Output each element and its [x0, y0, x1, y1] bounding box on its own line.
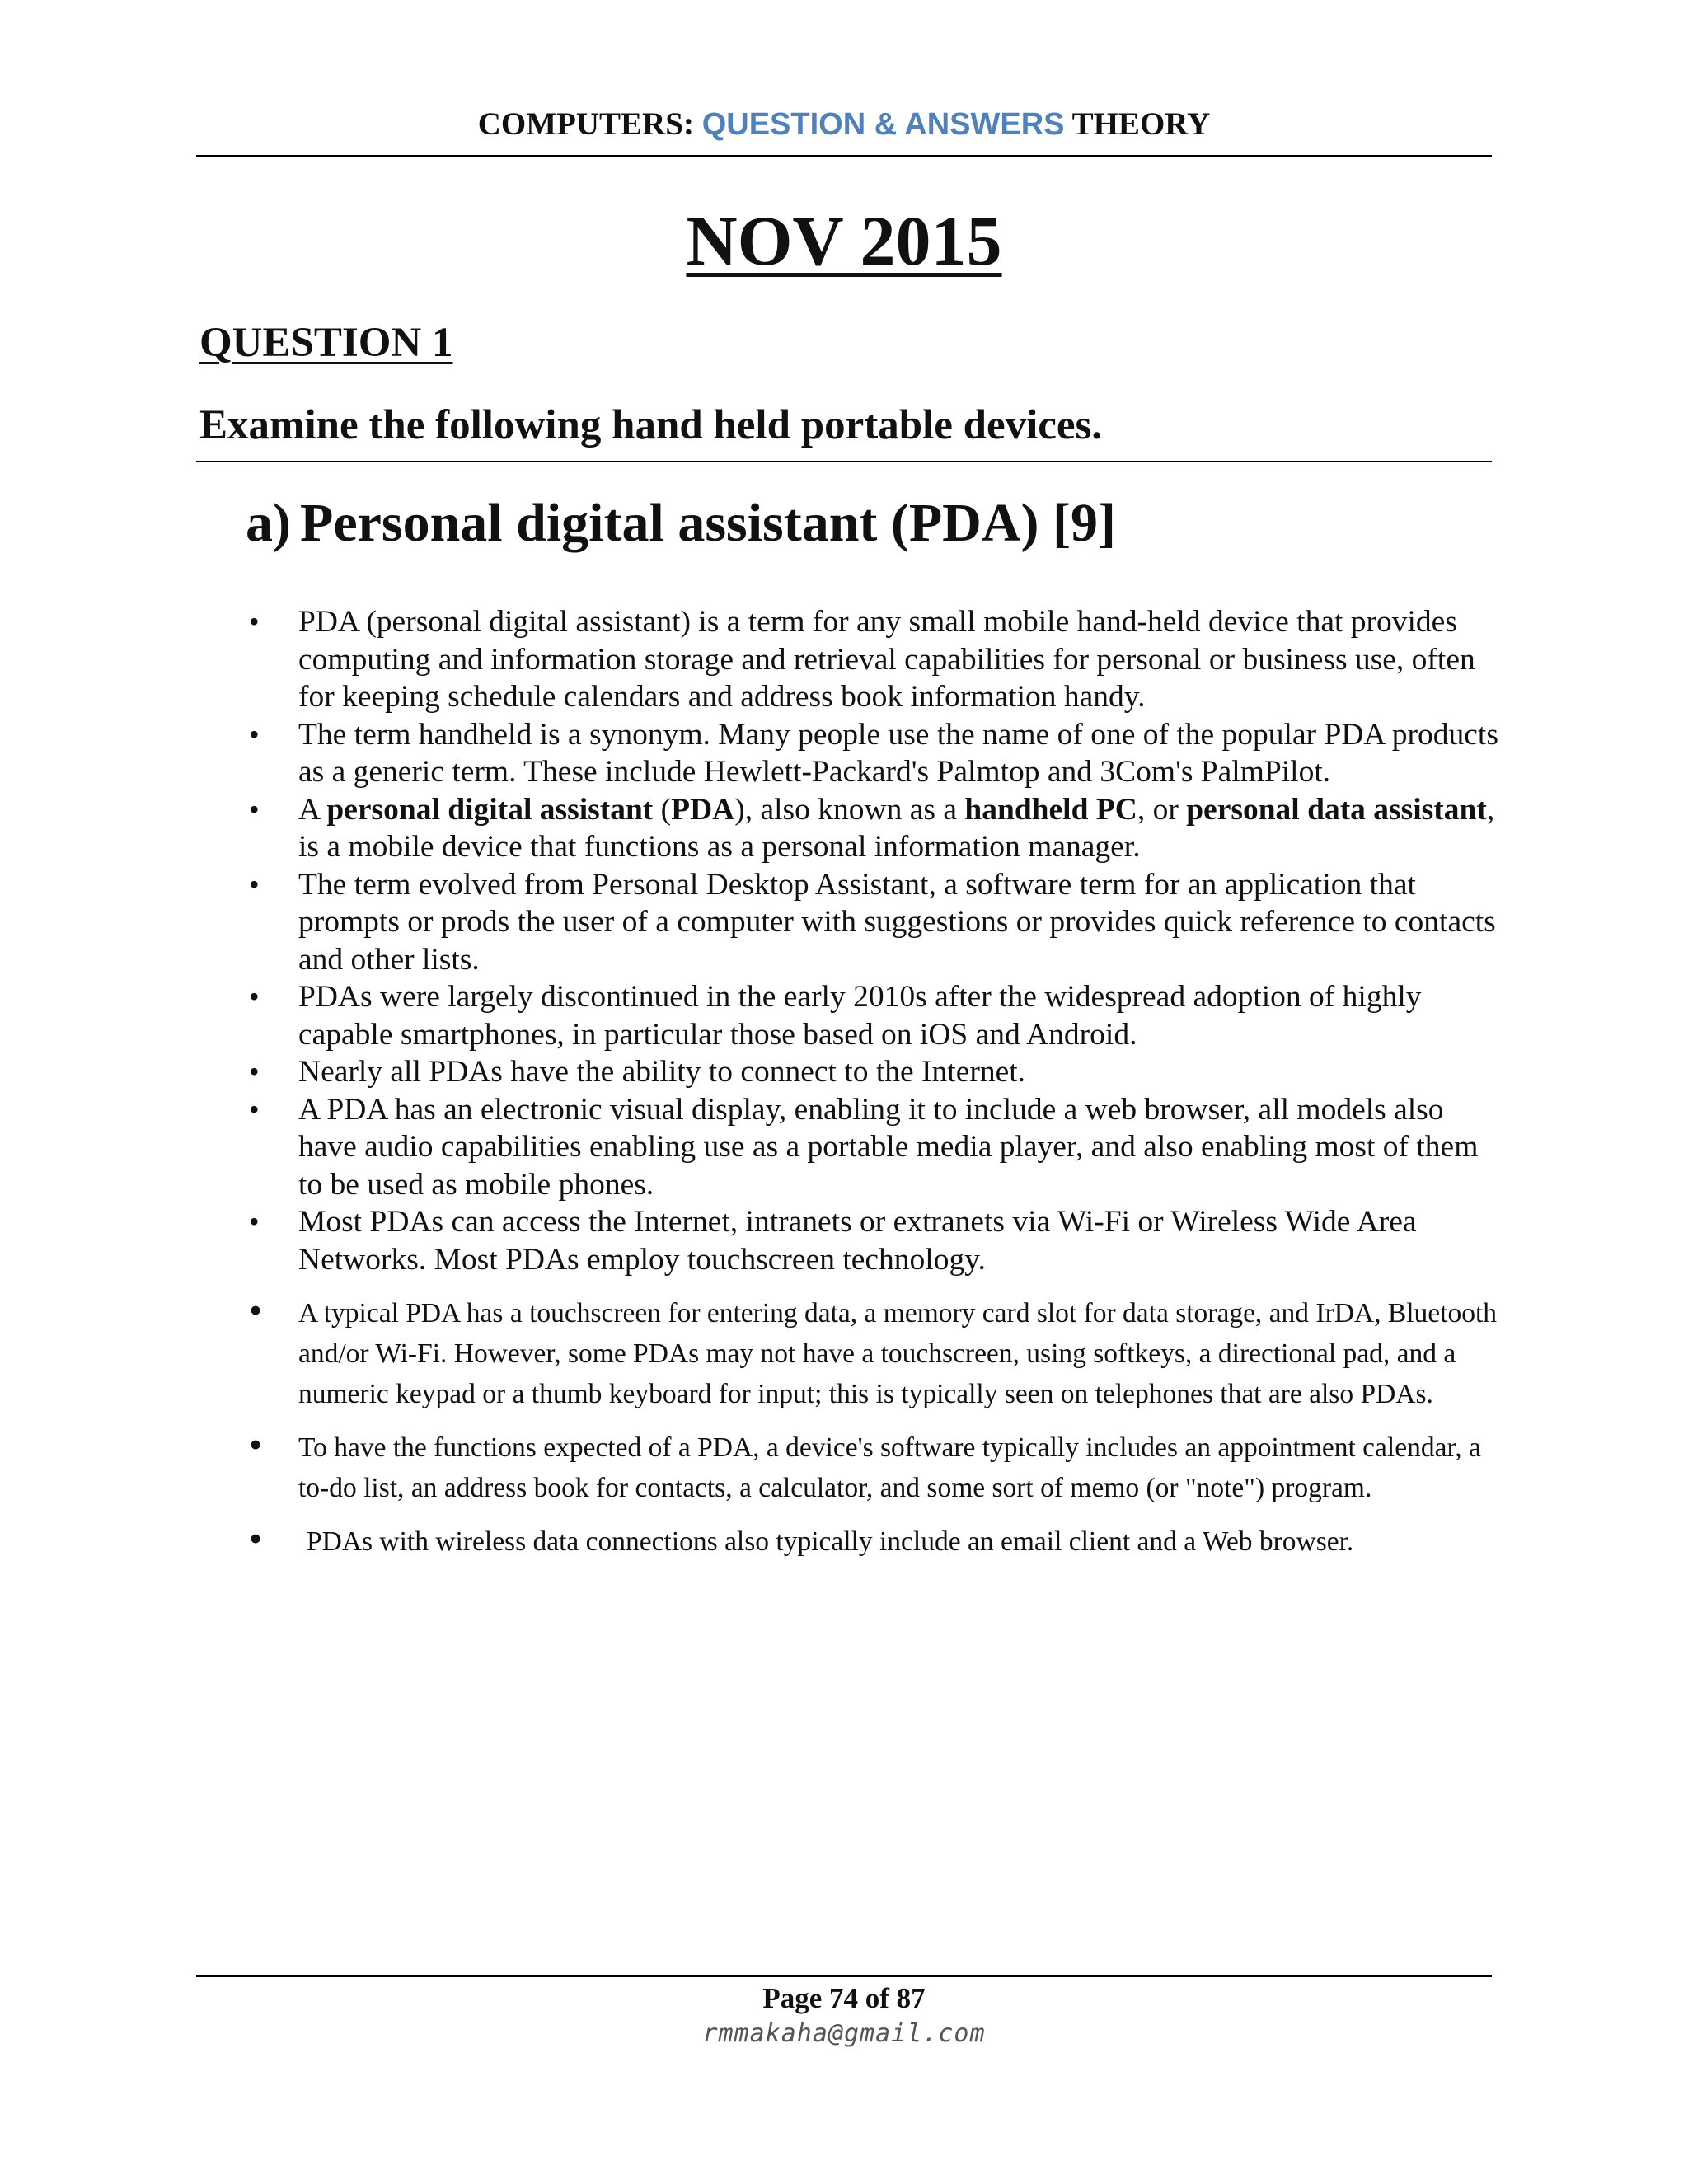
bullet-icon: •: [249, 792, 260, 826]
exam-title: [196, 199, 1492, 282]
subquestion-text: Personal digital assistant (PDA) [9]: [300, 493, 1116, 553]
list-item-text: The term handheld is a synonym. Many people use the name of one of the popular PDA products as a generic term. These include Hewlett-Packard's Palmtop and 3Com's PalmPilot.: [298, 717, 1498, 789]
header-rule: [196, 155, 1492, 157]
page-number: Page 74 of 87: [762, 1982, 926, 2014]
list-item: [246, 978, 1498, 1053]
list-item-text: To have the functions expected of a PDA, a device's software typically includes an appointment calendar, a to-do list, an address book for contacts, a calculator, and some sort of memo (or "note") program.: [298, 1432, 1481, 1503]
list-item-text: , or: [1137, 792, 1187, 827]
question-rule: [196, 461, 1492, 462]
list-item: [246, 1203, 1498, 1278]
question-text: Examine the following hand held portable devices.: [199, 402, 1103, 448]
list-item: [246, 1091, 1498, 1204]
list-item-text: The term evolved from Personal Desktop Assistant, a software term for an application that prompts or prods the user of a computer with suggestions or provides quick reference to contacts and other lists.: [298, 867, 1496, 977]
author-email: rmmakaha@gmail.com: [702, 2019, 986, 2048]
answer-bullet-list: [246, 603, 1498, 1562]
header-colon: :: [682, 106, 702, 142]
subquestion-heading: [246, 489, 1116, 558]
list-item-text: PDAs were largely discontinued in the early 2010s after the widespread adoption of highly capable smartphones, in particular those based on iOS and Android.: [298, 980, 1422, 1052]
list-item-text: A typical PDA has a touchscreen for entering data, a memory card slot for data storage, and IrDA, Bluetooth and/or Wi-Fi. However, some PDAs may not have a touchscreen, using softkeys, a directional pad, and a numeric keypad or a thumb keyboard for input; this is typically seen on telephones that are also PDAs.: [298, 1298, 1498, 1409]
list-item: [246, 1053, 1498, 1091]
bold-term: personal data assistant: [1186, 792, 1487, 827]
header-question-answers: QUESTION & ANSWERS: [701, 107, 1065, 142]
bullet-icon: •: [249, 605, 260, 638]
list-item-text: , is a mobile device that functions as a personal information manager.: [298, 792, 1495, 864]
bullet-icon: •: [249, 1055, 260, 1088]
list-item-text: A: [298, 792, 327, 827]
list-item: [246, 603, 1498, 716]
list-item: [246, 1289, 1498, 1414]
bullet-icon: •: [249, 1289, 263, 1331]
bullet-icon: •: [249, 1092, 260, 1126]
list-item: [246, 866, 1498, 979]
bullet-icon: •: [249, 717, 260, 751]
question-heading: [199, 316, 453, 369]
list-item-text: (: [653, 792, 672, 827]
bullet-icon: •: [249, 1517, 263, 1559]
list-item: [246, 716, 1498, 791]
header-theory: THEORY: [1064, 106, 1211, 142]
bold-term: handheld PC: [964, 792, 1137, 827]
list-item-text: Most PDAs can access the Internet, intranets or extranets via Wi-Fi or Wireless Wide Area Networks. Most PDAs employ touchscreen technology.: [298, 1205, 1417, 1277]
bold-term: PDA: [671, 792, 735, 827]
subquestion-letter: a): [246, 493, 291, 553]
list-item-text: PDAs with wireless data connections also typically include an email client and a Web browser.: [307, 1526, 1354, 1557]
footer-rule: [196, 1975, 1492, 1977]
list-item-text: PDA (personal digital assistant) is a term for any small mobile hand-held device that provides computing and information storage and retrieval capabilities for personal or business use, often for keeping schedule calendars and address book information handy.: [298, 605, 1475, 714]
question-heading-text: QUESTION 1: [199, 320, 453, 366]
bullet-icon: •: [249, 980, 260, 1013]
exam-title-text: NOV 2015: [686, 201, 1002, 280]
bullet-icon: •: [249, 1205, 260, 1238]
bullet-icon: •: [249, 867, 260, 901]
bold-term: personal digital assistant: [326, 792, 654, 827]
header-computers: COMPUTERS: [477, 106, 683, 142]
list-item-text: Nearly all PDAs have the ability to connect to the Internet.: [298, 1055, 1026, 1089]
list-item-text: A PDA has an electronic visual display, enabling it to include a web browser, all models also have audio capabilities enabling use as a portable media player, and also enabling most of them to be used as mobile phones.: [298, 1092, 1479, 1202]
list-item: [246, 791, 1498, 866]
running-header: [196, 102, 1492, 147]
list-item-text: ), also known as a: [734, 792, 965, 827]
bullet-icon: •: [249, 1423, 263, 1465]
list-item: [246, 1423, 1498, 1508]
list-item: [246, 1517, 1498, 1562]
